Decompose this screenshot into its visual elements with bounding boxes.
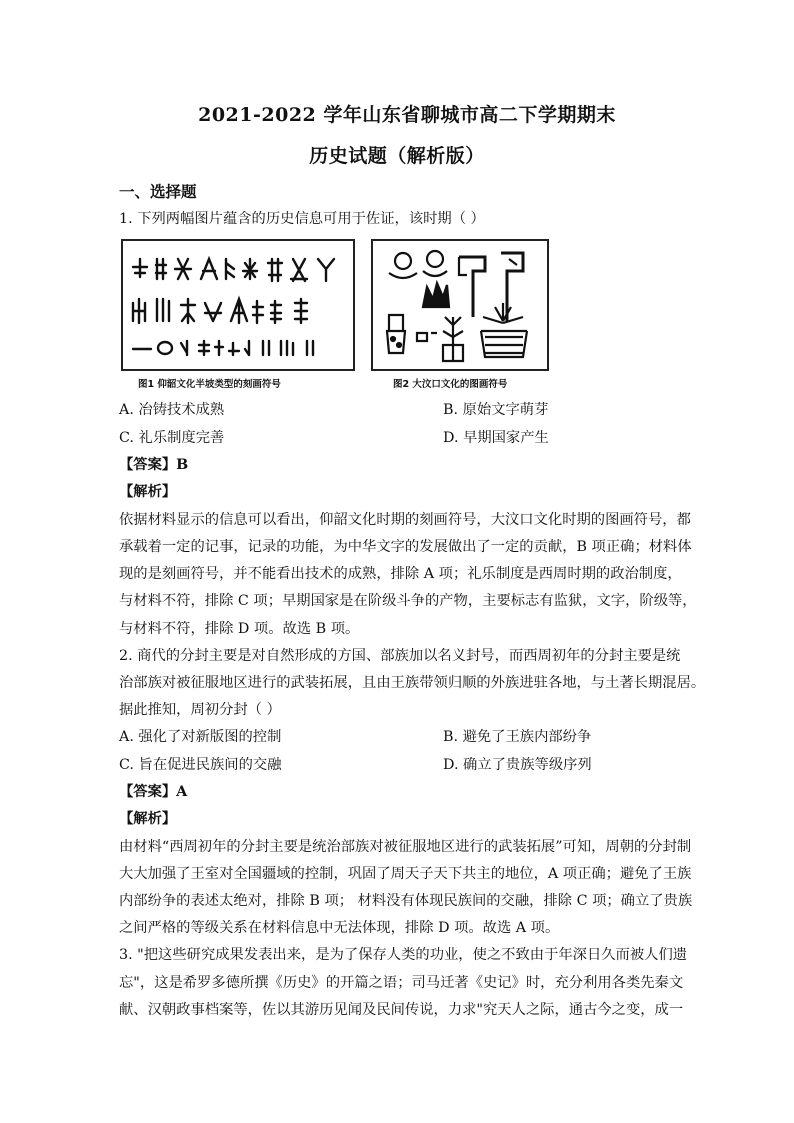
document-title: 2021-2022 学年山东省聊城市高二下学期期末	[198, 104, 616, 126]
q2-option-b[interactable]: B. 避免了王族内部纷争	[443, 729, 592, 745]
section-heading: 一、选择题	[119, 182, 197, 201]
pictograph-symbols-image	[373, 241, 547, 369]
q3-stem-line: 献、汉朝政事档案等，佐以其游历见闻及民间传说，力求"究天人之际，通古今之变，成一	[119, 1002, 684, 1018]
figure-1-caption: 图1 仰韶文化半坡类型的刻画符号	[138, 379, 281, 390]
q2-answer: 【答案】A	[119, 784, 188, 800]
q2-analysis-line: 内部纷争的表述太绝对，排除 B 项； 材料没有体现民族间的交融，排除 C 项；确立了贵族	[119, 893, 693, 909]
q1-answer: 【答案】B	[119, 457, 189, 473]
q1-option-d[interactable]: D. 早期国家产生	[443, 430, 549, 446]
q2-analysis-line: 大大加强了王室对全国疆域的控制，巩固了周天子天下共主的地位，A 项正确；避免了王族	[119, 866, 692, 882]
q2-analysis-line: 之间严格的等级关系在材料信息中无法体现，排除 D 项。故选 A 项。	[119, 920, 560, 936]
q1-option-a[interactable]: A. 冶铸技术成熟	[119, 402, 225, 418]
q1-analysis-line: 依据材料显示的信息可以看出，仰韶文化时期的刻画符号，大汶口文化时期的图画符号，都	[119, 512, 691, 528]
q1-option-b[interactable]: B. 原始文字萌芽	[443, 402, 549, 418]
q2-option-d[interactable]: D. 确立了贵族等级序列	[443, 757, 592, 773]
q3-stem-line: 忘"，这是希罗多德所撰《历史》的开篇之语；司马迁著《史记》时，充分利用各类先秦文	[119, 975, 684, 991]
q1-analysis-label: 【解析】	[119, 484, 177, 500]
q2-stem-line: 治部族对被征服地区进行的武装拓展，且由王族带领归顺的外族进驻各地，与土著长期混居。	[119, 675, 706, 691]
q1-stem: 1. 下列两幅图片蕴含的历史信息可用于佐证，该时期（ ）	[119, 211, 485, 227]
figure-1-symbols	[121, 239, 355, 371]
carved-symbols-image	[123, 241, 353, 369]
q1-analysis-line: 与材料不符，排除 C 项；早期国家是在阶级斗争的产物，主要标志有监狱，文字，阶级等，	[119, 593, 697, 609]
q2-analysis-line: 由材料“西周初年的分封主要是统治部族对被征服地区进行的武装拓展”可知，周朝的分封制	[119, 839, 692, 855]
q1-option-c[interactable]: C. 礼乐制度完善	[119, 430, 225, 446]
q1-analysis-line: 与材料不符，排除 D 项。故选 B 项。	[119, 621, 360, 637]
q1-analysis-line: 承载着一定的记事，记录的功能，为中华文字的发展做出了一定的贡献，B 项正确；材料体	[119, 539, 692, 555]
q2-option-c[interactable]: C. 旨在促进民族间的交融	[119, 757, 282, 773]
q2-option-a[interactable]: A. 强化了对新版图的控制	[119, 729, 282, 745]
q2-analysis-label: 【解析】	[119, 811, 177, 827]
figure-2-symbols	[371, 239, 549, 371]
q2-stem-line: 2. 商代的分封主要是对自然形成的方国、部族加以名义封号，而西周初年的分封主要是统	[119, 648, 681, 664]
document-subtitle: 历史试题（解析版）	[309, 145, 485, 167]
q2-stem-line: 据此推知，周初分封（ ）	[119, 702, 281, 718]
q3-stem-line: 3. "把这些研究成果发表出来，是为了保存人类的功业，使之不致由于年深日久而被人们遗	[119, 947, 688, 963]
figure-2-caption: 图2 大汶口文化的图画符号	[393, 379, 508, 390]
q1-analysis-line: 现的是刻画符号，并不能看出技术的成熟，排除 A 项；礼乐制度是西周时期的政治制度，	[119, 566, 682, 582]
